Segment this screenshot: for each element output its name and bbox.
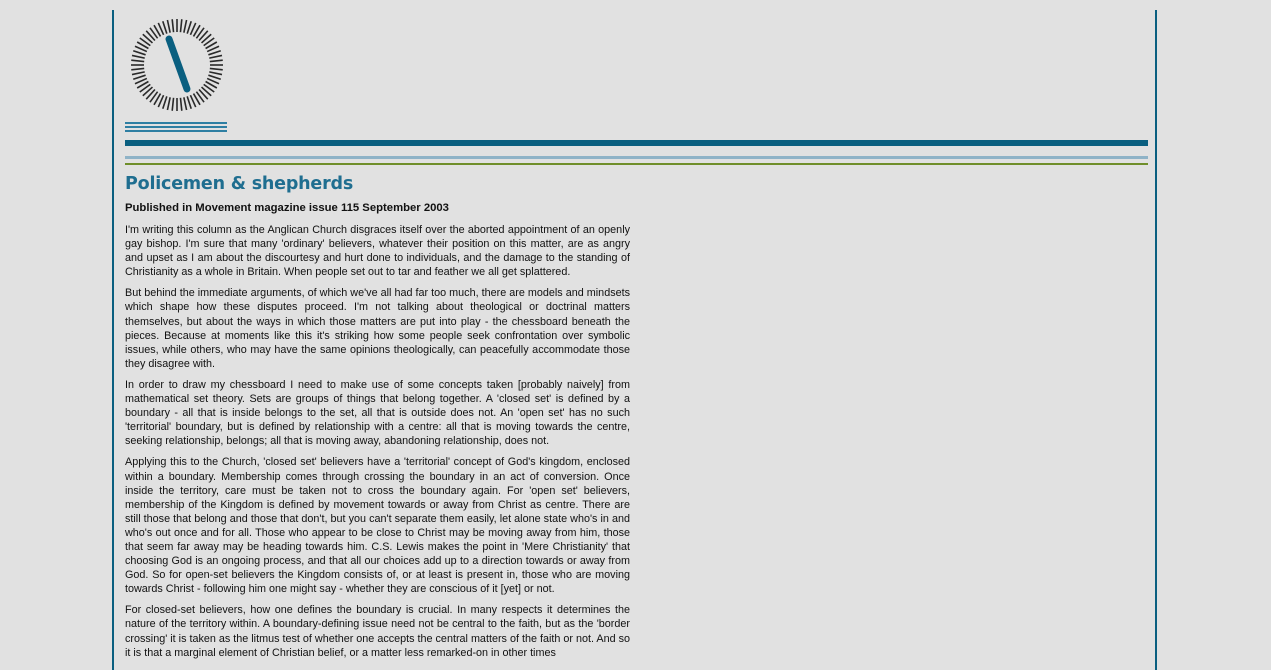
dial-tick <box>132 55 145 58</box>
dial-tick <box>210 68 223 69</box>
dial-tick <box>172 98 173 111</box>
page-title: Policemen & shepherds <box>125 174 354 194</box>
article-paragraph: For closed-set believers, how one defines the boundary is crucial. In many respects it determines the nature of the territory within. A boundary-defining issue need not be central to the faith, but as the 'border crossing' it is taken as the litmus test of whether one accepts the central matters of the faith or not. And so it is that a marginal element of Christian belief, or a matter less remarked-on in other times <box>125 604 630 659</box>
dial-tick <box>132 72 145 75</box>
dial-tick <box>187 96 191 108</box>
dial-tick <box>187 21 191 33</box>
dial-tick <box>172 19 173 32</box>
article-paragraph: Applying this to the Church, 'closed set' believers have a 'territorial' concept of God's kingdom, enclosed within a boundary. Membership comes through crossing the boundary in an act of conversion. Once inside the territory, care must be taken not to cross the boundary again. For 'open set' believers, membership of the Kingdom is defined by movement towards or away from Christ as centre. There are still those that belong and those that don't, but you can't separate them easily, let alone state who's in and who's out once and for all. Those who appear to be close to Christ may be moving away from him, those that seem far away may be heading towards him. C.S. Lewis makes the point in 'Mere Christianity' that choosing God is an ongoing process, and that all our choices add up to a direction towards or away from God. So for open-set believers the Kingdom consists of, or at least is present in, those who are moving towards Christ - following him one might say - whether they are conscious of it [yet] or not. <box>125 456 630 596</box>
header-rule-green <box>125 163 1148 165</box>
dial-tick <box>167 20 170 33</box>
header-rule-main <box>125 140 1148 146</box>
article-paragraph: In order to draw my chessboard I need to make use of some concepts taken [probably naively] from mathematical set theory. Sets are groups of things that belong together. A 'closed set' is defined by a boundary - all that is inside belongs to the set, all that is outside does not. An 'open set' has no such 'territorial' boundary, but is defined by relationship with a centre: all that is moving towards the centre, seeking relationship, belongs; all that is moving away, abandoning relationship, does not. <box>125 378 630 448</box>
dial-tick <box>209 72 222 75</box>
dial-tick <box>163 21 167 33</box>
dial-tick <box>209 55 222 58</box>
page-frame <box>112 10 1157 670</box>
dial-tick <box>180 98 181 111</box>
dial-tick <box>133 75 145 79</box>
dial-tick <box>208 51 220 55</box>
article-paragraph: But behind the immediate arguments, of which we've all had far too much, there are models and mindsets which shape how these disputes proceed. I'm not talking about theological or doctrinal matters themselves, but about the ways in which those matters are put into play - the chessboard beneath the pieces. Because at moments like this it's striking how some people seek confrontation over symbolic issues, while others, who may have the same opinions theologically, can peacefully accommodate those they disagree with. <box>125 287 630 370</box>
dial-logo-icon[interactable] <box>130 18 224 112</box>
article-content <box>125 173 630 667</box>
dial-tick <box>163 96 167 108</box>
header-rule-blue <box>125 156 1148 159</box>
publication-info: Published in Movement magazine issue 115 September 2003 <box>125 202 449 214</box>
logo-underline <box>125 122 227 134</box>
dial-tick <box>208 75 220 79</box>
dial-tick <box>167 97 170 110</box>
dial-tick <box>180 19 181 32</box>
dial-tick <box>210 60 223 61</box>
article-paragraph: I'm writing this column as the Anglican Church disgraces itself over the aborted appointment of an openly gay bishop. I'm sure that many 'ordinary' believers, whatever their position on this matter, are as angry and upset as I am about the discourtesy and hurt done to individuals, and the damage to the standing of Christianity as a whole in Britain. When people set out to tar and feather we all get splattered. <box>125 224 630 279</box>
dial-tick <box>133 51 145 55</box>
dial-tick <box>184 97 187 110</box>
dial-tick <box>184 20 187 33</box>
dial-tick <box>131 68 144 69</box>
dial-tick <box>131 60 144 61</box>
